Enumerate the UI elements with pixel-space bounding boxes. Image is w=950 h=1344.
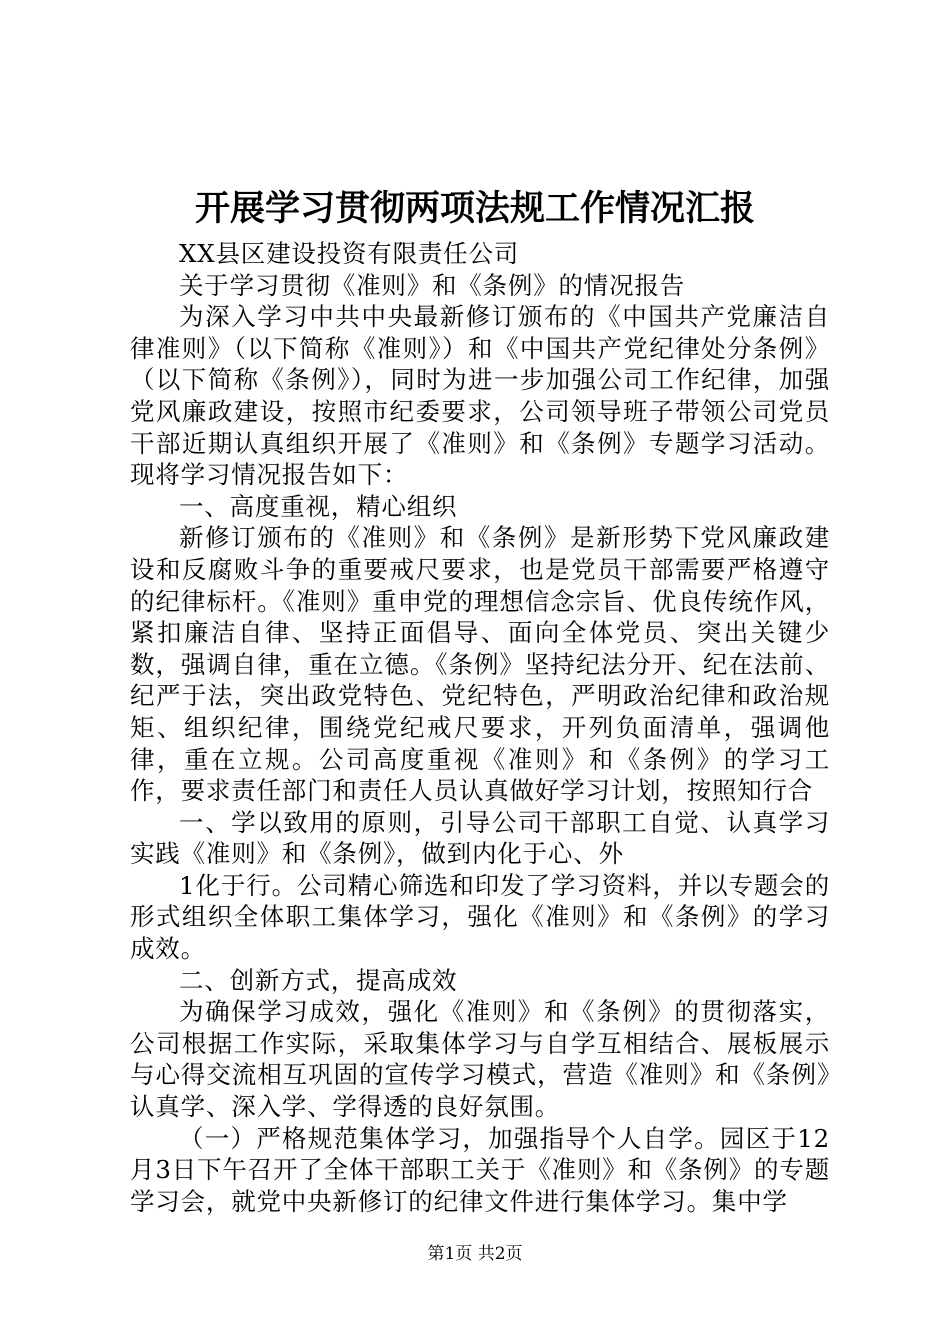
document-body [130, 238, 830, 1217]
section-heading-2: 二、创新方式，提高成效 [179, 965, 458, 995]
study-materials-paragraph: 1化于行。公司精心筛选和印发了学习资料，并以专题会的形式组织全体职工集体学习，强化《准则》和《条例》的学习成效。 [130, 870, 830, 964]
intro-paragraph: 为深入学习中共中央最新修订颁布的《中国共产党廉洁自律准则》（以下简称《准则》）和《中国共产党纪律处分条例》（以下简称《条例》），同时为进一步加强公司工作纪律，加强党风廉政建设，按照市纪委要求，公司领导班子带领公司党员干部近期认真组织开展了《准则》和《条例》专题学习活动。现将学习情况报告如下： [130, 302, 830, 490]
document-title: 开展学习贯彻两项法规工作情况汇报 [194, 188, 755, 229]
section-2-paragraph: 为确保学习成效，强化《准则》和《条例》的贯彻落实，公司根据工作实际，采取集体学习与自学互相结合、展板展示与心得交流相互巩固的宣传学习模式，营造《准则》和《条例》认真学、深入学、学得透的良好氛围。 [130, 997, 830, 1122]
company-name-line: XX县区建设投资有限责任公司 [179, 239, 520, 268]
section-1-paragraph: 新修订颁布的《准则》和《条例》是新形势下党风廉政建设和反腐败斗争的重要戒尺要求，也是党员干部需要严格遵守的纪律标杆。《准则》重申党的理想信念宗旨、优良传统作风，紧扣廉洁自律、坚持正面倡导、面向全体党员、突出关键少数，强调自律，重在立德。《条例》坚持纪法分开、纪在法前、纪严于法，突出政党特色、党纪特色，严明政治纪律和政治规矩、组织纪律，围绕党纪戒尺要求，开列负面清单，强调他律，重在立规。公司高度重视《准则》和《条例》的学习工作，要求责任部门和责任人员认真做好学习计划，按照知行合 [130, 523, 830, 806]
principle-paragraph: 一、学以致用的原则，引导公司干部职工自觉、认真学习实践《准则》和《条例》，做到内化于心、外 [130, 807, 830, 869]
section-heading-1: 一、高度重视，精心组织 [179, 491, 458, 521]
subsection-1-paragraph: （一）严格规范集体学习，加强指导个人自学。园区于12月3日下午召开了全体干部职工关于《准则》和《条例》的专题学习会，就党中央新修订的纪律文件进行集体学习。集中学 [130, 1123, 831, 1216]
report-subtitle-line: 关于学习贯彻《准则》和《条例》的情况报告 [179, 270, 685, 300]
page-footer: 第1页 共2页 [427, 1244, 523, 1264]
